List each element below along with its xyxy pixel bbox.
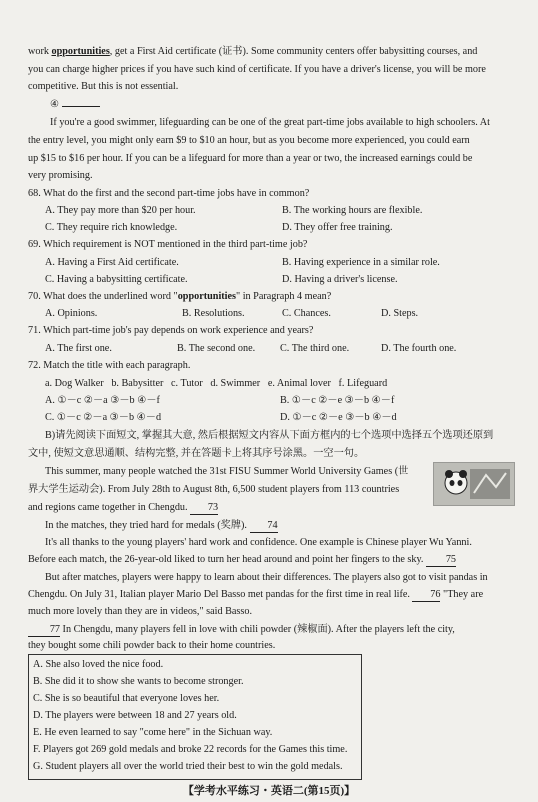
q71-option-c: C. The third one. xyxy=(280,343,350,354)
q72-option-c: C. ①－c ②－a ③－b ④－d xyxy=(45,412,162,423)
para-top-line-1: work opportunities, get a First Aid certificate (证书). Some community centers offer babysitting courses, and xyxy=(28,46,478,57)
passage-p4-line-2: Chengdu. On July 31, Italian player Mario Del Basso met pandas for the first time in real life. 76 "They are xyxy=(28,589,484,600)
para-top-line-2: you can charge higher prices if you have such kind of certificate. If you have a driver's license, you will be more xyxy=(28,64,486,75)
q69-option-c: C. Having a babysitting certificate. xyxy=(45,274,188,285)
q72-titles: a. Dog Walker b. Babysitter c. Tutor d. Swimmer e. Animal lover f. Lifeguard xyxy=(45,378,388,389)
option-d: D. The players were between 18 and 27 years old. xyxy=(33,710,237,721)
passage-p3-line-1: It's all thanks to the young players' hard work and confidence. One example is Chinese player Wu Yanni. xyxy=(45,537,472,548)
underlined-word-opportunities: opportunities xyxy=(51,46,110,57)
q70-bold-word: opportunities xyxy=(177,291,236,302)
q69-option-b: B. Having experience in a similar role. xyxy=(282,257,440,268)
para-top-line-3: competitive. But this is not essential. xyxy=(28,81,179,92)
para-swim-line-2: the entry level, you might only earn $9 to $10 an hour, but as you become more experienced, you could earn xyxy=(28,135,470,146)
option-a: A. She also loved the nice food. xyxy=(33,659,164,670)
blank-4: ④ xyxy=(50,98,100,111)
question-71-stem: 71. Which part-time job's pay depends on work experience and years? xyxy=(28,325,314,336)
option-e: E. He even learned to say "come here" in the Sichuan way. xyxy=(33,727,273,738)
passage-p5-line-2: they bought some chili powder back to their home countries. xyxy=(28,640,276,651)
passage-p1-line-1: This summer, many people watched the 31st FISU Summer World University Games (世 xyxy=(45,466,409,477)
section-b-instruction-2: 文中, 使短文意思通顺、结构完整, 并在答题卡上将其序号涂黑。一空一句。 xyxy=(28,448,365,459)
q68-option-c: C. They require rich knowledge. xyxy=(45,222,178,233)
options-box xyxy=(28,654,362,780)
question-68-stem: 68. What do the first and the second part-time jobs have in common? xyxy=(28,188,310,199)
q71-option-a: A. The first one. xyxy=(45,343,112,354)
passage-p1-line-2: 界大学生运动会). From July 28th to August 8th, 6,500 student players from 113 countries xyxy=(28,484,400,495)
q72-option-a: A. ①－c ②－a ③－b ④－f xyxy=(45,395,160,406)
option-g: G. Student players all over the world tried their best to win the gold medals. xyxy=(33,761,343,772)
para-swim-line-4: very promising. xyxy=(28,170,93,181)
passage-p4-line-1: But after matches, players were happy to learn about their differences. The players also got to visit pandas in xyxy=(45,572,488,583)
question-70-stem: 70. What does the underlined word "opportunities" in Paragraph 4 mean? xyxy=(28,291,332,302)
blank-75: 75 xyxy=(426,553,456,567)
blank-77: 77 xyxy=(28,623,60,637)
panda-mascot-photo-icon xyxy=(433,462,515,506)
blank-73: 73 xyxy=(190,501,218,515)
question-69-stem: 69. Which requirement is NOT mentioned in the third part-time job? xyxy=(28,239,308,250)
option-b: B. She did it to show she wants to become stronger. xyxy=(33,676,244,687)
q69-option-a: A. Having a First Aid certificate. xyxy=(45,257,179,268)
passage-p3-line-2: Before each match, the 26-year-old liked to turn her head around and point her fingers to the sky. 75 xyxy=(28,554,457,565)
para-swim-line-1: If you're a good swimmer, lifeguarding can be one of the great part-time jobs available to high schoolers. At xyxy=(50,117,490,128)
q71-option-d: D. The fourth one. xyxy=(381,343,457,354)
q72-option-d: D. ①－c ②－e ③－b ④－d xyxy=(280,412,397,423)
blank-76: 76 xyxy=(412,588,440,602)
q68-option-d: D. They offer free training. xyxy=(282,222,393,233)
q70-option-c: C. Chances. xyxy=(282,308,331,319)
passage-p4-line-3: much more lovely than they are in videos," said Basso. xyxy=(28,606,252,617)
q71-option-b: B. The second one. xyxy=(177,343,256,354)
option-c: C. She is so beautiful that everyone loves her. xyxy=(33,693,220,704)
section-b-instruction-1: B)请先阅读下面短文, 掌握其大意, 然后根据短文内容从下面方框内的七个选项中选择五个选项还原到 xyxy=(45,430,494,441)
q70-option-d: D. Steps. xyxy=(381,308,419,319)
passage-p5-line-1: 77 In Chengdu, many players fell in love with chili powder (辣椒面). After the players left the city, xyxy=(28,623,455,637)
q69-option-d: D. Having a driver's license. xyxy=(282,274,398,285)
page-footer: 【学考水平练习・英语二(第15页)】 xyxy=(182,785,356,797)
passage-p1-line-3: and regions came together in Chengdu. 73 xyxy=(28,502,219,513)
passage-p2-line-1: In the matches, they tried hard for medals (奖牌). 74 xyxy=(45,520,278,531)
option-f: F. Players got 269 gold medals and broke 22 records for the Games this time. xyxy=(33,744,348,755)
q68-option-b: B. The working hours are flexible. xyxy=(282,205,423,216)
q72-option-b: B. ①－c ②－e ③－b ④－f xyxy=(280,395,395,406)
blank-74: 74 xyxy=(250,519,278,533)
q68-option-a: A. They pay more than $20 per hour. xyxy=(45,205,196,216)
q70-option-b: B. Resolutions. xyxy=(182,308,245,319)
question-72-stem: 72. Match the title with each paragraph. xyxy=(28,360,191,371)
para-swim-line-3: up $15 to $16 per hour. If you can be a lifeguard for more than a year or two, the increased earnings could be xyxy=(28,153,473,164)
q70-option-a: A. Opinions. xyxy=(45,308,98,319)
